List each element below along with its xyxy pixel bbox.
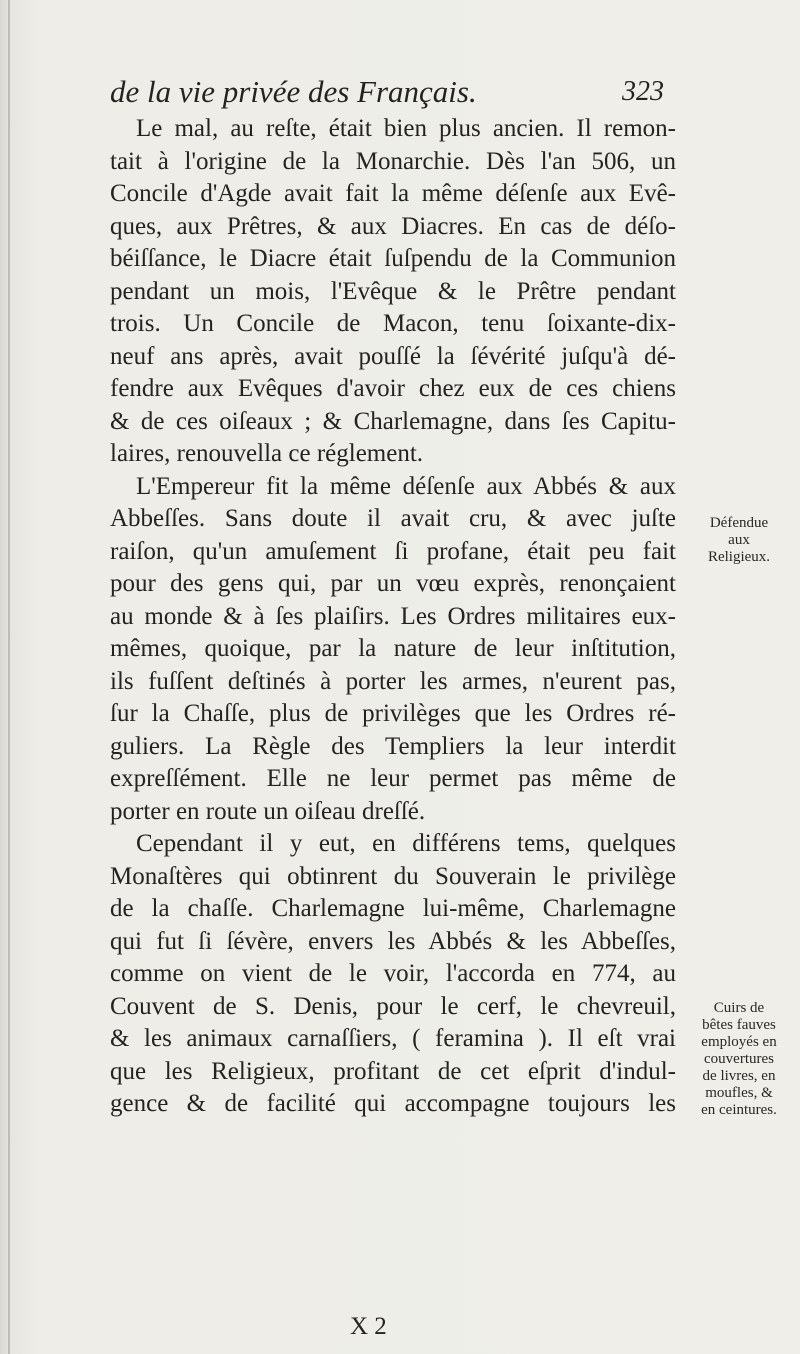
marginal-note-line: de livres, en	[702, 1068, 776, 1084]
running-head: de la vie privée des Français.	[110, 74, 477, 109]
text-line: Le mal, au reſte, était bien plus ancien. Il remon-	[136, 115, 676, 142]
marginal-note-line: Défendue	[709, 515, 769, 531]
text-line: neuf ans après, avait pouſſé la ſévérité juſqu'à dé-	[110, 342, 676, 370]
text-line: ils fuſſent deſtinés à porter les armes, n'eurent pas,	[110, 667, 676, 695]
text-line: tait à l'origine de la Monarchie. Dès l'an 506, un	[110, 147, 676, 175]
text-line: Concile d'Agde avait fait la même déſenſe aux Evê-	[110, 180, 676, 207]
text-line: pendant un mois, l'Evêque & le Prêtre pendant	[110, 277, 676, 305]
body-text	[110, 113, 676, 1121]
text-line: mêmes, quoique, par la nature de leur inſtitution,	[110, 635, 676, 662]
text-line: au monde & à ſes plaiſirs. Les Ordres militaires eux-	[110, 602, 676, 630]
text-line: qui fut ſi ſévère, envers les Abbés & les Abbeſſes,	[110, 927, 676, 955]
text-line: trois. Un Concile de Macon, tenu ſoixante-dix-	[110, 310, 676, 337]
marginal-note-line: en ceintures.	[701, 1102, 777, 1118]
text-line: & les animaux carnaſſiers, ( feramina ). Il eſt vrai	[110, 1025, 676, 1052]
marginal-note-line: bêtes fauves	[702, 1017, 776, 1033]
text-line: & de ces oiſeaux ; & Charlemagne, dans ſes Capitu-	[110, 407, 676, 435]
text-line: gence & de facilité qui accompagne toujours les	[110, 1090, 676, 1117]
text-line: guliers. La Règle des Templiers la leur interdit	[110, 732, 676, 760]
text-line: porter en route un oiſeau dreſſé.	[110, 797, 426, 825]
text-line: expreſſément. Elle ne leur permet pas même de	[110, 765, 676, 792]
text-line: laires, renouvella ce réglement.	[110, 440, 424, 467]
marginal-note-hides	[684, 1000, 794, 1119]
text-line: ques, aux Prêtres, & aux Diacres. En cas de déſo-	[110, 212, 676, 240]
text-line: béiſſance, le Diacre était ſuſpendu de la Communion	[110, 245, 676, 272]
marginal-note-line: Cuirs de	[713, 1000, 765, 1016]
marginal-note-line: aux	[728, 532, 750, 548]
text-line: Abbeſſes. Sans doute il avait cru, & avec juſte	[110, 505, 676, 532]
marginal-note-line: Religieux.	[707, 549, 771, 565]
text-line: Cependant il y eut, en différens tems, quelques	[136, 830, 676, 857]
marginal-note-line: employés en	[701, 1034, 777, 1050]
signature-mark: X 2	[350, 1313, 387, 1340]
marginal-note-religious	[684, 515, 794, 566]
text-line: Couvent de S. Denis, pour le cerf, le chevreuil,	[110, 992, 676, 1020]
text-line: que les Religieux, profitant de cet eſprit d'indul-	[110, 1057, 676, 1085]
binding-gutter	[8, 0, 10, 1354]
text-line: L'Empereur fit la même déſenſe aux Abbés & aux	[136, 472, 676, 500]
text-line: comme on vient de le voir, l'accorda en 774, au	[110, 960, 676, 987]
text-line: pour des gens qui, par un vœu exprès, renonçaient	[110, 570, 676, 597]
page-number: 323	[622, 76, 664, 107]
text-line: fendre aux Evêques d'avoir chez eux de ces chiens	[110, 375, 676, 402]
marginal-note-line: moufles, &	[705, 1085, 773, 1101]
marginal-note-line: couvertures	[704, 1051, 774, 1067]
text-line: Monaſtères qui obtinrent du Souverain le privilège	[110, 862, 676, 890]
text-line: de la chaſſe. Charlemagne lui-même, Charlemagne	[110, 895, 676, 922]
text-line: raiſon, qu'un amuſement ſi profane, était peu fait	[110, 537, 676, 565]
text-line: ſur la Chaſſe, plus de privilèges que les Ordres ré-	[110, 700, 676, 727]
